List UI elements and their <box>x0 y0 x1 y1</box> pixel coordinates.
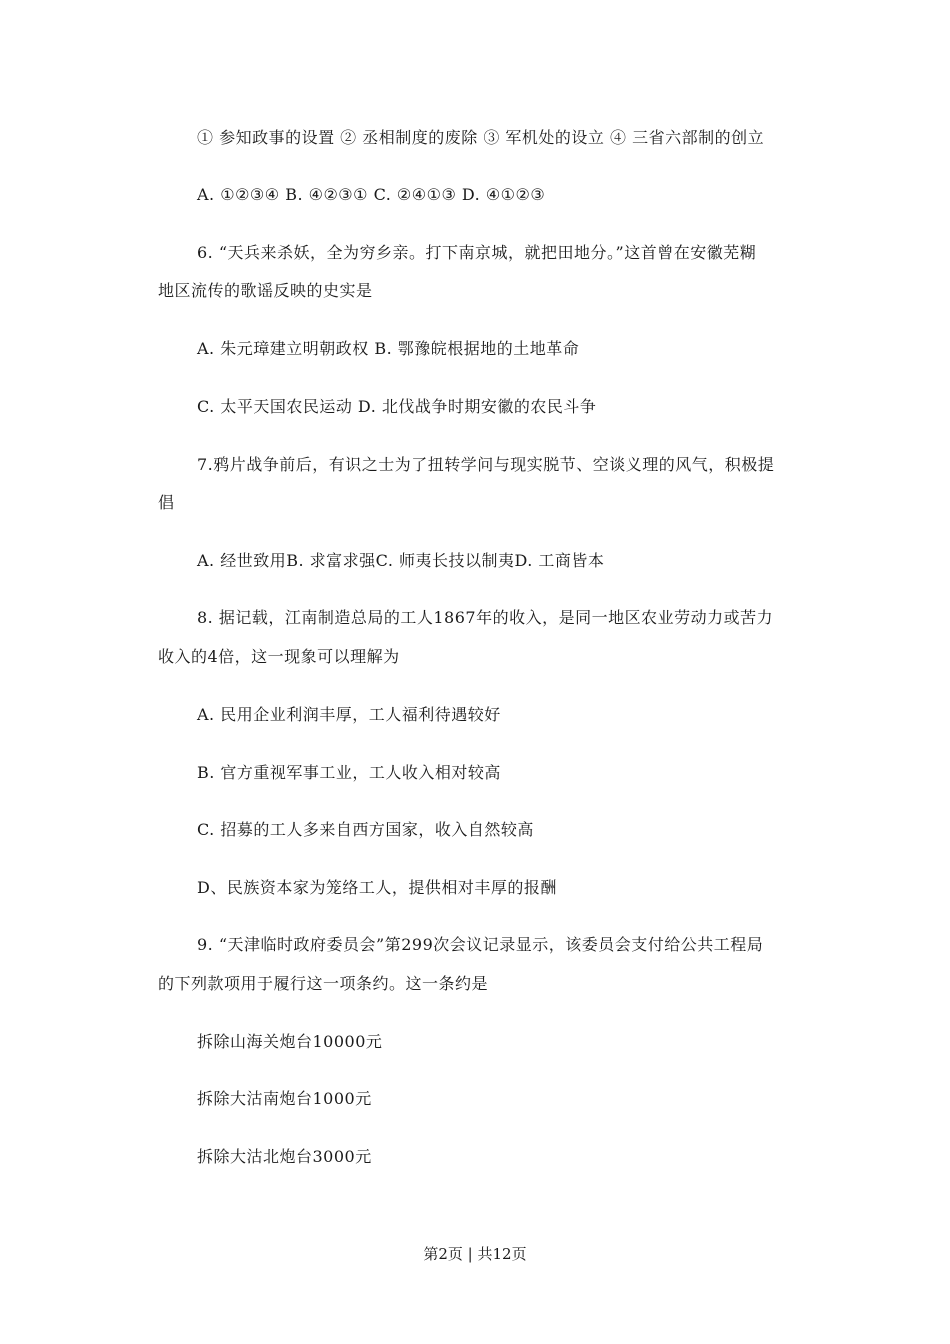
q8-choice-a: A. 民用企业利润丰厚，工人福利待遇较好 <box>197 705 501 724</box>
q5-answer-choices: A. ①②③④ B. ④②③① C. ②④①③ D. ④①②③ <box>197 185 546 204</box>
q9-item-3: 拆除大沽北炮台3000元 <box>197 1147 372 1166</box>
q6-stem-line-2: 地区流传的歌谣反映的史实是 <box>158 281 373 300</box>
q9-item-2: 拆除大沽南炮台1000元 <box>197 1089 372 1108</box>
q7-choices: A. 经世致用B. 求富求强C. 师夷长技以制夷D. 工商皆本 <box>197 551 605 570</box>
q8-stem-line-2: 收入的4倍，这一现象可以理解为 <box>158 647 400 666</box>
q8-stem-line-1: 8. 据记载，江南制造总局的工人1867年的收入，是同一地区农业劳动力或苦力 <box>197 608 774 627</box>
q5-options-statements: ① 参知政事的设置 ② 丞相制度的废除 ③ 军机处的设立 ④ 三省六部制的创立 <box>197 128 765 147</box>
q8-choice-b: B. 官方重视军事工业，工人收入相对较高 <box>197 763 501 782</box>
q9-stem-line-2: 的下列款项用于履行这一项条约。这一条约是 <box>158 974 489 993</box>
q6-choices-cd: C. 太平天国农民运动 D. 北伐战争时期安徽的农民斗争 <box>197 397 597 416</box>
q7-stem-line-1: 7.鸦片战争前后，有识之士为了扭转学问与现实脱节、空谈义理的风气，积极提 <box>197 455 775 474</box>
q9-item-1: 拆除山海关炮台10000元 <box>197 1032 383 1051</box>
q6-stem-line-1: 6. “天兵来杀妖，全为穷乡亲。打下南京城，就把田地分。”这首曾在安徽芜糊 <box>197 243 757 262</box>
q8-choice-c: C. 招募的工人多来自西方国家，收入自然较高 <box>197 820 534 839</box>
page-footer: 第2页 | 共12页 <box>423 1245 527 1263</box>
q6-choices-ab: A. 朱元璋建立明朝政权 B. 鄂豫皖根据地的土地革命 <box>197 339 580 358</box>
q9-stem-line-1: 9. “天津临时政府委员会”第299次会议记录显示，该委员会支付给公共工程局 <box>197 935 764 954</box>
q8-choice-d: D、民族资本家为笼络工人，提供相对丰厚的报酬 <box>197 878 557 897</box>
q7-stem-line-2: 倡 <box>158 493 175 512</box>
